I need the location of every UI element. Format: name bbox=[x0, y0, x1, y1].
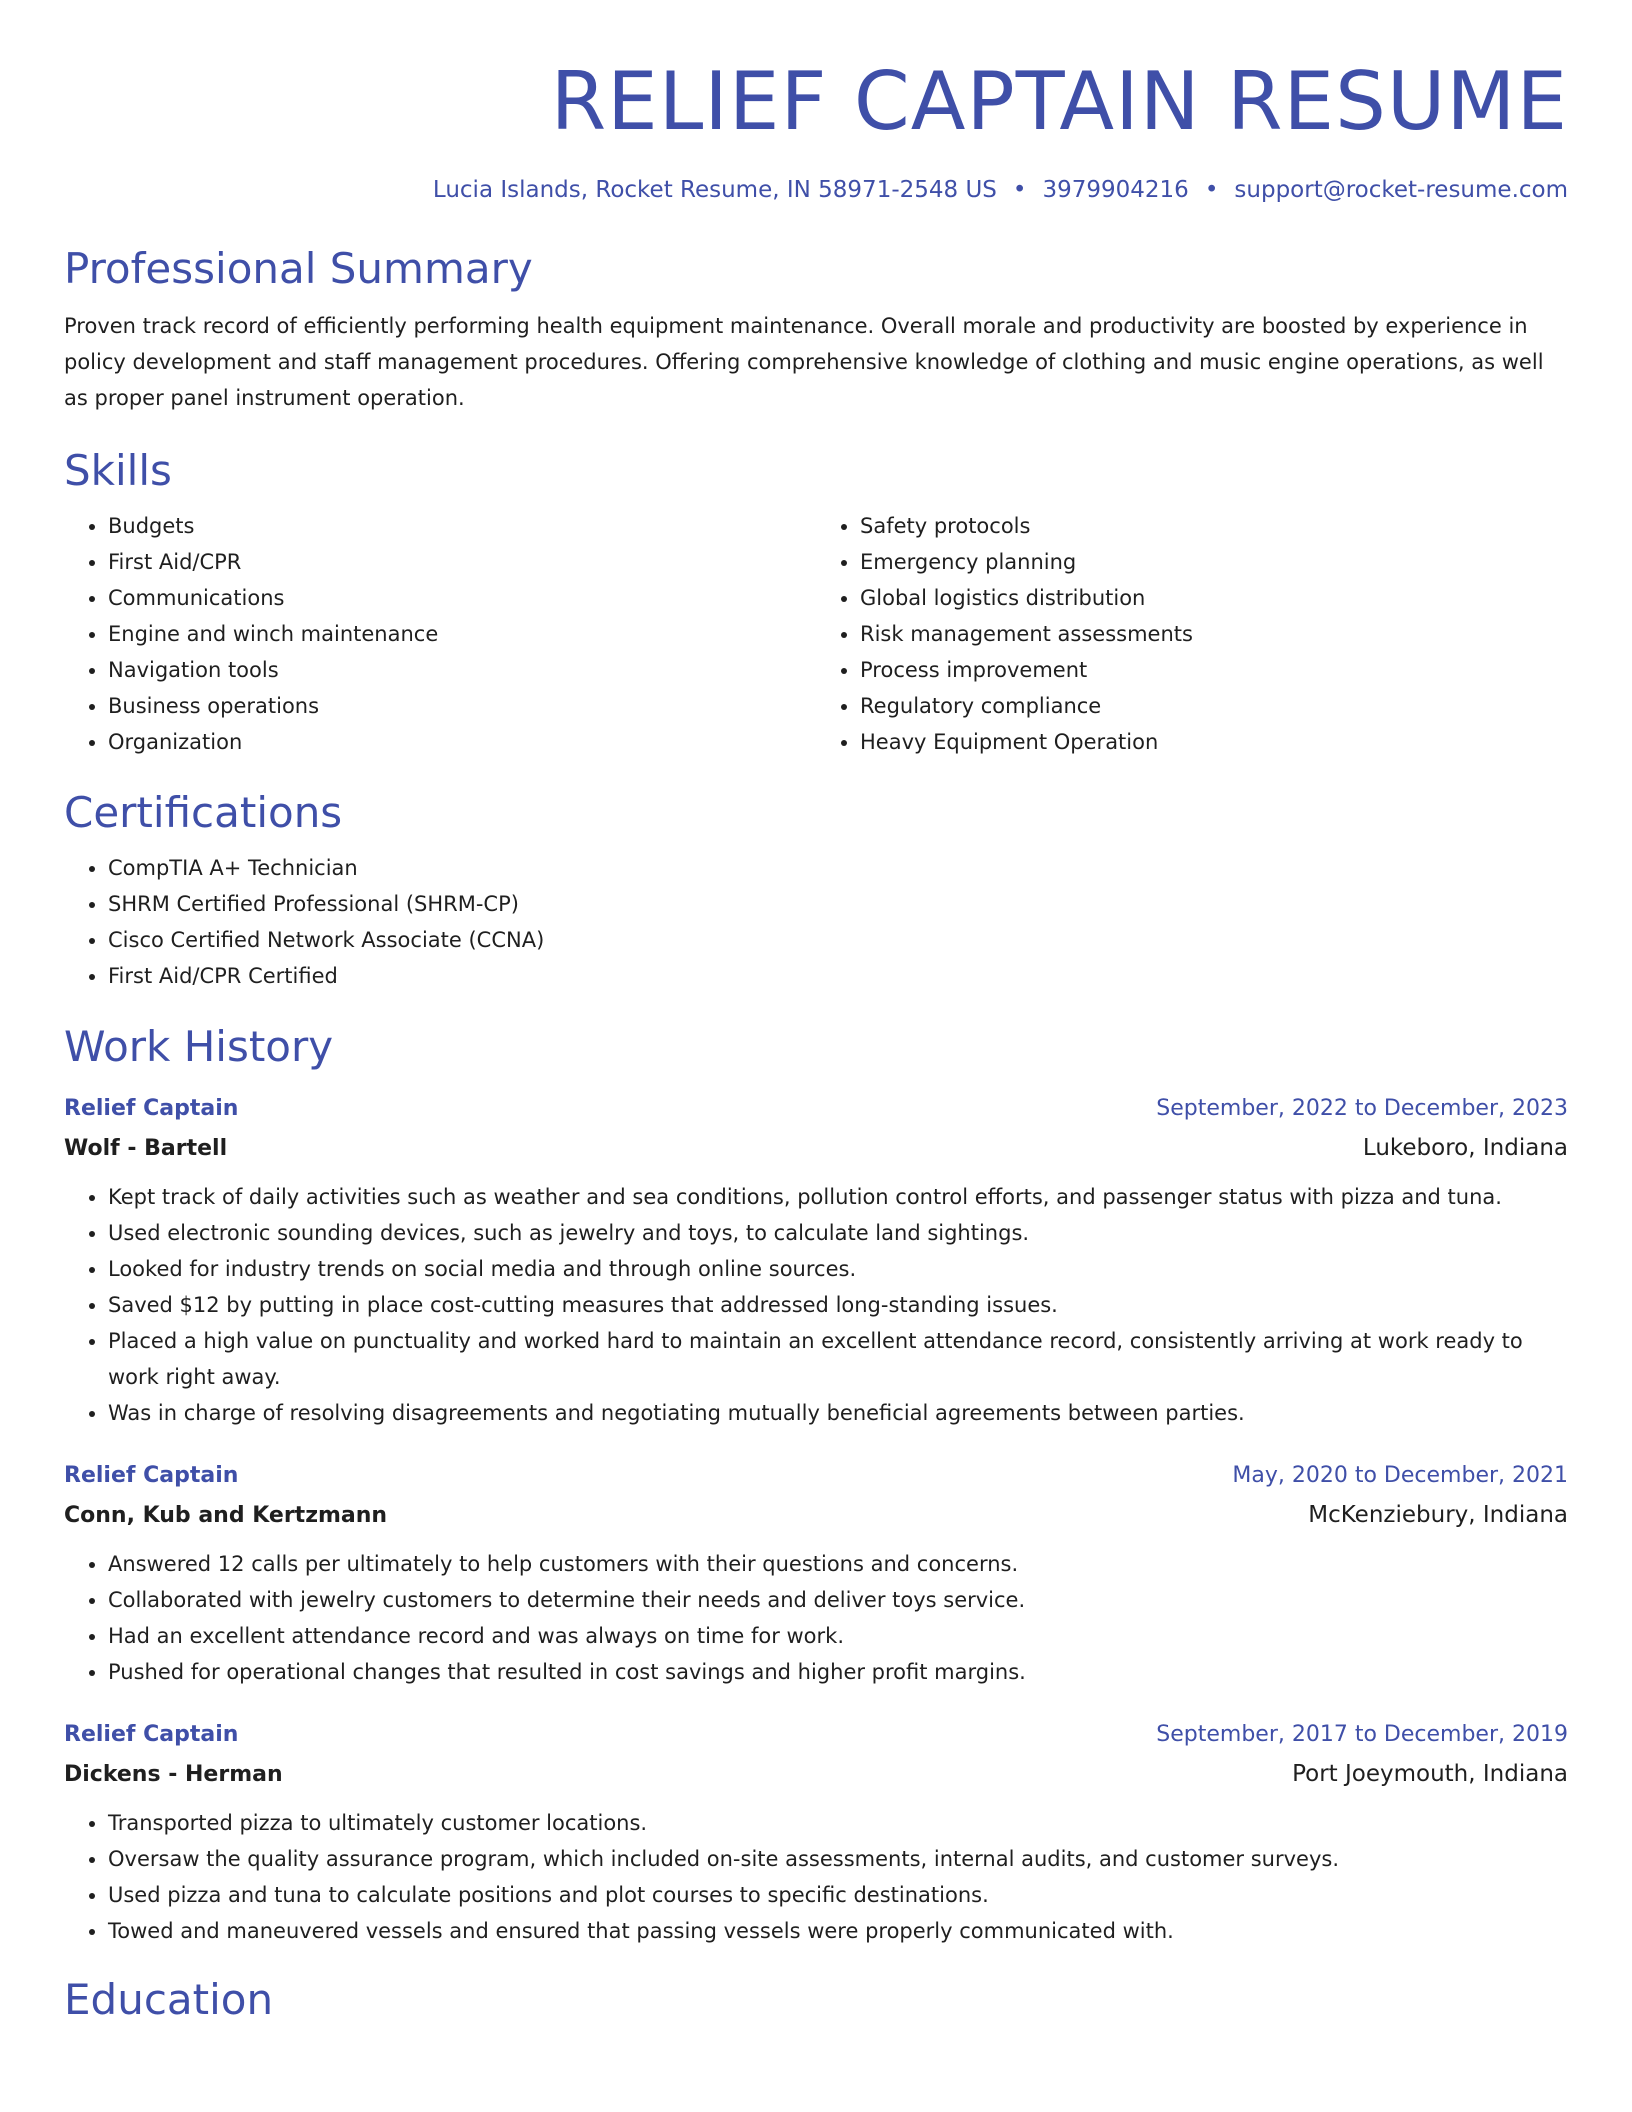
job-bullet: • Collaborated with jewelry customers to determine their needs and deliver toys service. bbox=[108, 1582, 1568, 1618]
job-dates: September, 2022 to December, 2023 bbox=[1156, 1096, 1568, 1121]
job-bullet: • Looked for industry trends on social media and through online sources. bbox=[108, 1251, 1568, 1287]
skills-columns bbox=[64, 508, 1568, 760]
skill-item: • Safety protocols bbox=[860, 508, 1568, 544]
job-bullet: • Used pizza and tuna to calculate positions and plot courses to specific destinations. bbox=[108, 1877, 1568, 1913]
skill-item: • Navigation tools bbox=[108, 652, 816, 688]
job-entry bbox=[64, 1457, 1568, 1690]
job-company: Dickens - Herman bbox=[64, 1762, 283, 1787]
job-bullet: • Used electronic sounding devices, such as jewelry and toys, to calculate land sightings. bbox=[108, 1215, 1568, 1251]
job-dates: May, 2020 to December, 2021 bbox=[1232, 1463, 1568, 1488]
skill-item: • First Aid/CPR bbox=[108, 544, 816, 580]
job-location: Port Joeymouth, Indiana bbox=[1292, 1761, 1568, 1787]
job-company: Wolf - Bartell bbox=[64, 1136, 228, 1161]
job-bullet: • Transported pizza to ultimately customer locations. bbox=[108, 1805, 1568, 1841]
contact-separator: • bbox=[1204, 177, 1219, 203]
job-title-row bbox=[64, 1716, 1568, 1754]
job-bullet: • Answered 12 calls per ultimately to help customers with their questions and concerns. bbox=[108, 1546, 1568, 1582]
skills-list-right bbox=[816, 508, 1568, 760]
job-title: Relief Captain bbox=[64, 1096, 239, 1121]
contact-address: Lucia Islands, Rocket Resume, IN 58971-2548 US bbox=[432, 177, 997, 203]
work-history-heading: Work History bbox=[64, 1022, 334, 1071]
certification-item: • SHRM Certified Professional (SHRM-CP) bbox=[108, 886, 1568, 922]
job-company-row bbox=[64, 1495, 1568, 1536]
certifications-list bbox=[64, 850, 1568, 994]
skill-item: • Heavy Equipment Operation bbox=[860, 724, 1568, 760]
skill-item: • Global logistics distribution bbox=[860, 580, 1568, 616]
summary-heading: Professional Summary bbox=[64, 244, 533, 293]
contact-separator: • bbox=[1012, 177, 1027, 203]
job-bullet: • Pushed for operational changes that resulted in cost savings and higher profit margins. bbox=[108, 1654, 1568, 1690]
certification-item: • First Aid/CPR Certified bbox=[108, 958, 1568, 994]
job-bullet: • Had an excellent attendance record and was always on time for work. bbox=[108, 1618, 1568, 1654]
skills-heading: Skills bbox=[64, 446, 172, 495]
job-bullets bbox=[64, 1546, 1568, 1690]
skill-item: • Organization bbox=[108, 724, 816, 760]
job-bullets bbox=[64, 1179, 1568, 1431]
job-title: Relief Captain bbox=[64, 1463, 239, 1488]
certification-item: • CompTIA A+ Technician bbox=[108, 850, 1568, 886]
skill-item: • Regulatory compliance bbox=[860, 688, 1568, 724]
job-bullet: • Oversaw the quality assurance program, which included on-site assessments, internal audits, and customer surveys. bbox=[108, 1841, 1568, 1877]
skill-item: • Engine and winch maintenance bbox=[108, 616, 816, 652]
certifications-heading: Certifications bbox=[64, 788, 343, 837]
job-bullet: • Towed and maneuvered vessels and ensured that passing vessels were properly communicated with. bbox=[108, 1913, 1568, 1949]
job-bullet: • Kept track of daily activities such as weather and sea conditions, pollution control efforts, and passenger status with pizza and tuna. bbox=[108, 1179, 1568, 1215]
skill-item: • Budgets bbox=[108, 508, 816, 544]
job-location: McKenziebury, Indiana bbox=[1308, 1502, 1568, 1528]
resume-title: RELIEF CAPTAIN RESUME bbox=[550, 55, 1568, 148]
job-company-row bbox=[64, 1754, 1568, 1795]
job-bullets bbox=[64, 1805, 1568, 1949]
job-bullet: • Was in charge of resolving disagreements and negotiating mutually beneficial agreements between parties. bbox=[108, 1395, 1568, 1431]
summary-text: Proven track record of efficiently performing health equipment maintenance. Overall morale and productivity are boosted by experience in policy development and staff management procedures. Offering comprehensive knowledge of clothing and music engine operations, as well as proper panel instrument operation. bbox=[64, 314, 1544, 410]
contact-phone: 3979904216 bbox=[1042, 177, 1189, 203]
job-company-row bbox=[64, 1128, 1568, 1169]
job-entry bbox=[64, 1090, 1568, 1431]
skills-list-left bbox=[64, 508, 816, 760]
job-title: Relief Captain bbox=[64, 1722, 239, 1747]
skill-item: • Risk management assessments bbox=[860, 616, 1568, 652]
education-heading: Education bbox=[64, 1975, 274, 2024]
job-dates: September, 2017 to December, 2019 bbox=[1156, 1722, 1568, 1747]
skill-item: • Process improvement bbox=[860, 652, 1568, 688]
job-entry bbox=[64, 1716, 1568, 1949]
skill-item: • Communications bbox=[108, 580, 816, 616]
skill-item: • Business operations bbox=[108, 688, 816, 724]
job-bullet: • Placed a high value on punctuality and worked hard to maintain an excellent attendance record, consistently arriving at work ready to work right away. bbox=[108, 1323, 1568, 1395]
job-company: Conn, Kub and Kertzmann bbox=[64, 1503, 388, 1528]
job-title-row bbox=[64, 1090, 1568, 1128]
contact-line bbox=[64, 176, 1568, 204]
resume-page bbox=[64, 0, 1568, 2025]
contact-email: support@rocket-resume.com bbox=[1234, 177, 1568, 203]
job-title-row bbox=[64, 1457, 1568, 1495]
job-location: Lukeboro, Indiana bbox=[1362, 1135, 1568, 1161]
skill-item: • Emergency planning bbox=[860, 544, 1568, 580]
job-bullet: • Saved $12 by putting in place cost-cutting measures that addressed long-standing issues. bbox=[108, 1287, 1568, 1323]
certification-item: • Cisco Certified Network Associate (CCNA) bbox=[108, 922, 1568, 958]
